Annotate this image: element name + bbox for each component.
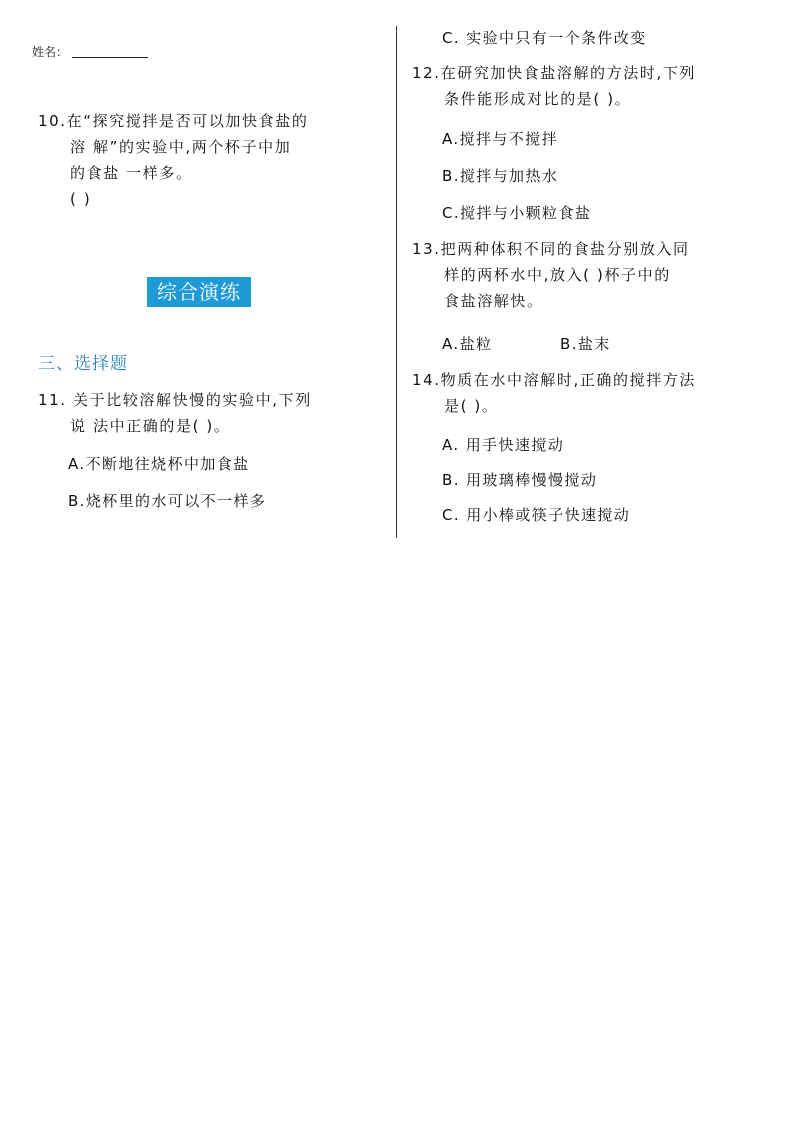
question-14-option-c[interactable]: C. 用小棒或筷子快速搅动	[442, 506, 631, 524]
question-13-line2: 样的两杯水中,放入( )杯子中的	[444, 266, 671, 284]
question-10-line3: 的食盐 一样多。	[70, 164, 193, 182]
question-11-option-b[interactable]: B.烧杯里的水可以不一样多	[68, 492, 267, 510]
name-label: 姓名：	[32, 45, 69, 59]
question-10-line2: 溶 解”的实验中,两个杯子中加	[70, 138, 292, 156]
question-13-option-a[interactable]: A.盐粒	[442, 335, 493, 353]
question-11-option-a[interactable]: A.不断地往烧杯中加食盐	[68, 455, 250, 473]
question-10-line1: 10.在“探究搅拌是否可以加快食盐的	[38, 112, 309, 130]
question-13-line1: 13.把两种体积不同的食盐分别放入同	[412, 240, 690, 258]
question-11-line1: 11. 关于比较溶解快慢的实验中,下列	[38, 391, 312, 409]
question-14-line1: 14.物质在水中溶解时,正确的搅拌方法	[412, 371, 697, 389]
question-12-line1: 12.在研究加快食盐溶解的方法时,下列	[412, 64, 697, 82]
question-13-line3: 食盐溶解快。	[444, 292, 544, 310]
section-title: 三、选择题	[38, 354, 128, 374]
question-11-option-c[interactable]: C. 实验中只有一个条件改变	[442, 29, 647, 47]
question-13-option-b[interactable]: B.盐末	[560, 335, 611, 353]
column-divider	[396, 26, 397, 538]
question-10-answer-blank: ( )	[70, 190, 92, 208]
name-field-line	[72, 57, 148, 58]
question-12-option-b[interactable]: B.搅拌与加热水	[442, 167, 559, 185]
question-12-option-a[interactable]: A.搅拌与不搅拌	[442, 130, 558, 148]
section-banner: 综合演练	[147, 277, 251, 307]
question-14-option-a[interactable]: A. 用手快速搅动	[442, 436, 565, 454]
question-14-line2: 是( )。	[444, 397, 499, 415]
question-12-option-c[interactable]: C.搅拌与小颗粒食盐	[442, 204, 592, 222]
question-11-line2: 说 法中正确的是( )。	[70, 417, 231, 435]
question-14-option-b[interactable]: B. 用玻璃棒慢慢搅动	[442, 471, 598, 489]
question-12-line2: 条件能形成对比的是( )。	[444, 90, 632, 108]
